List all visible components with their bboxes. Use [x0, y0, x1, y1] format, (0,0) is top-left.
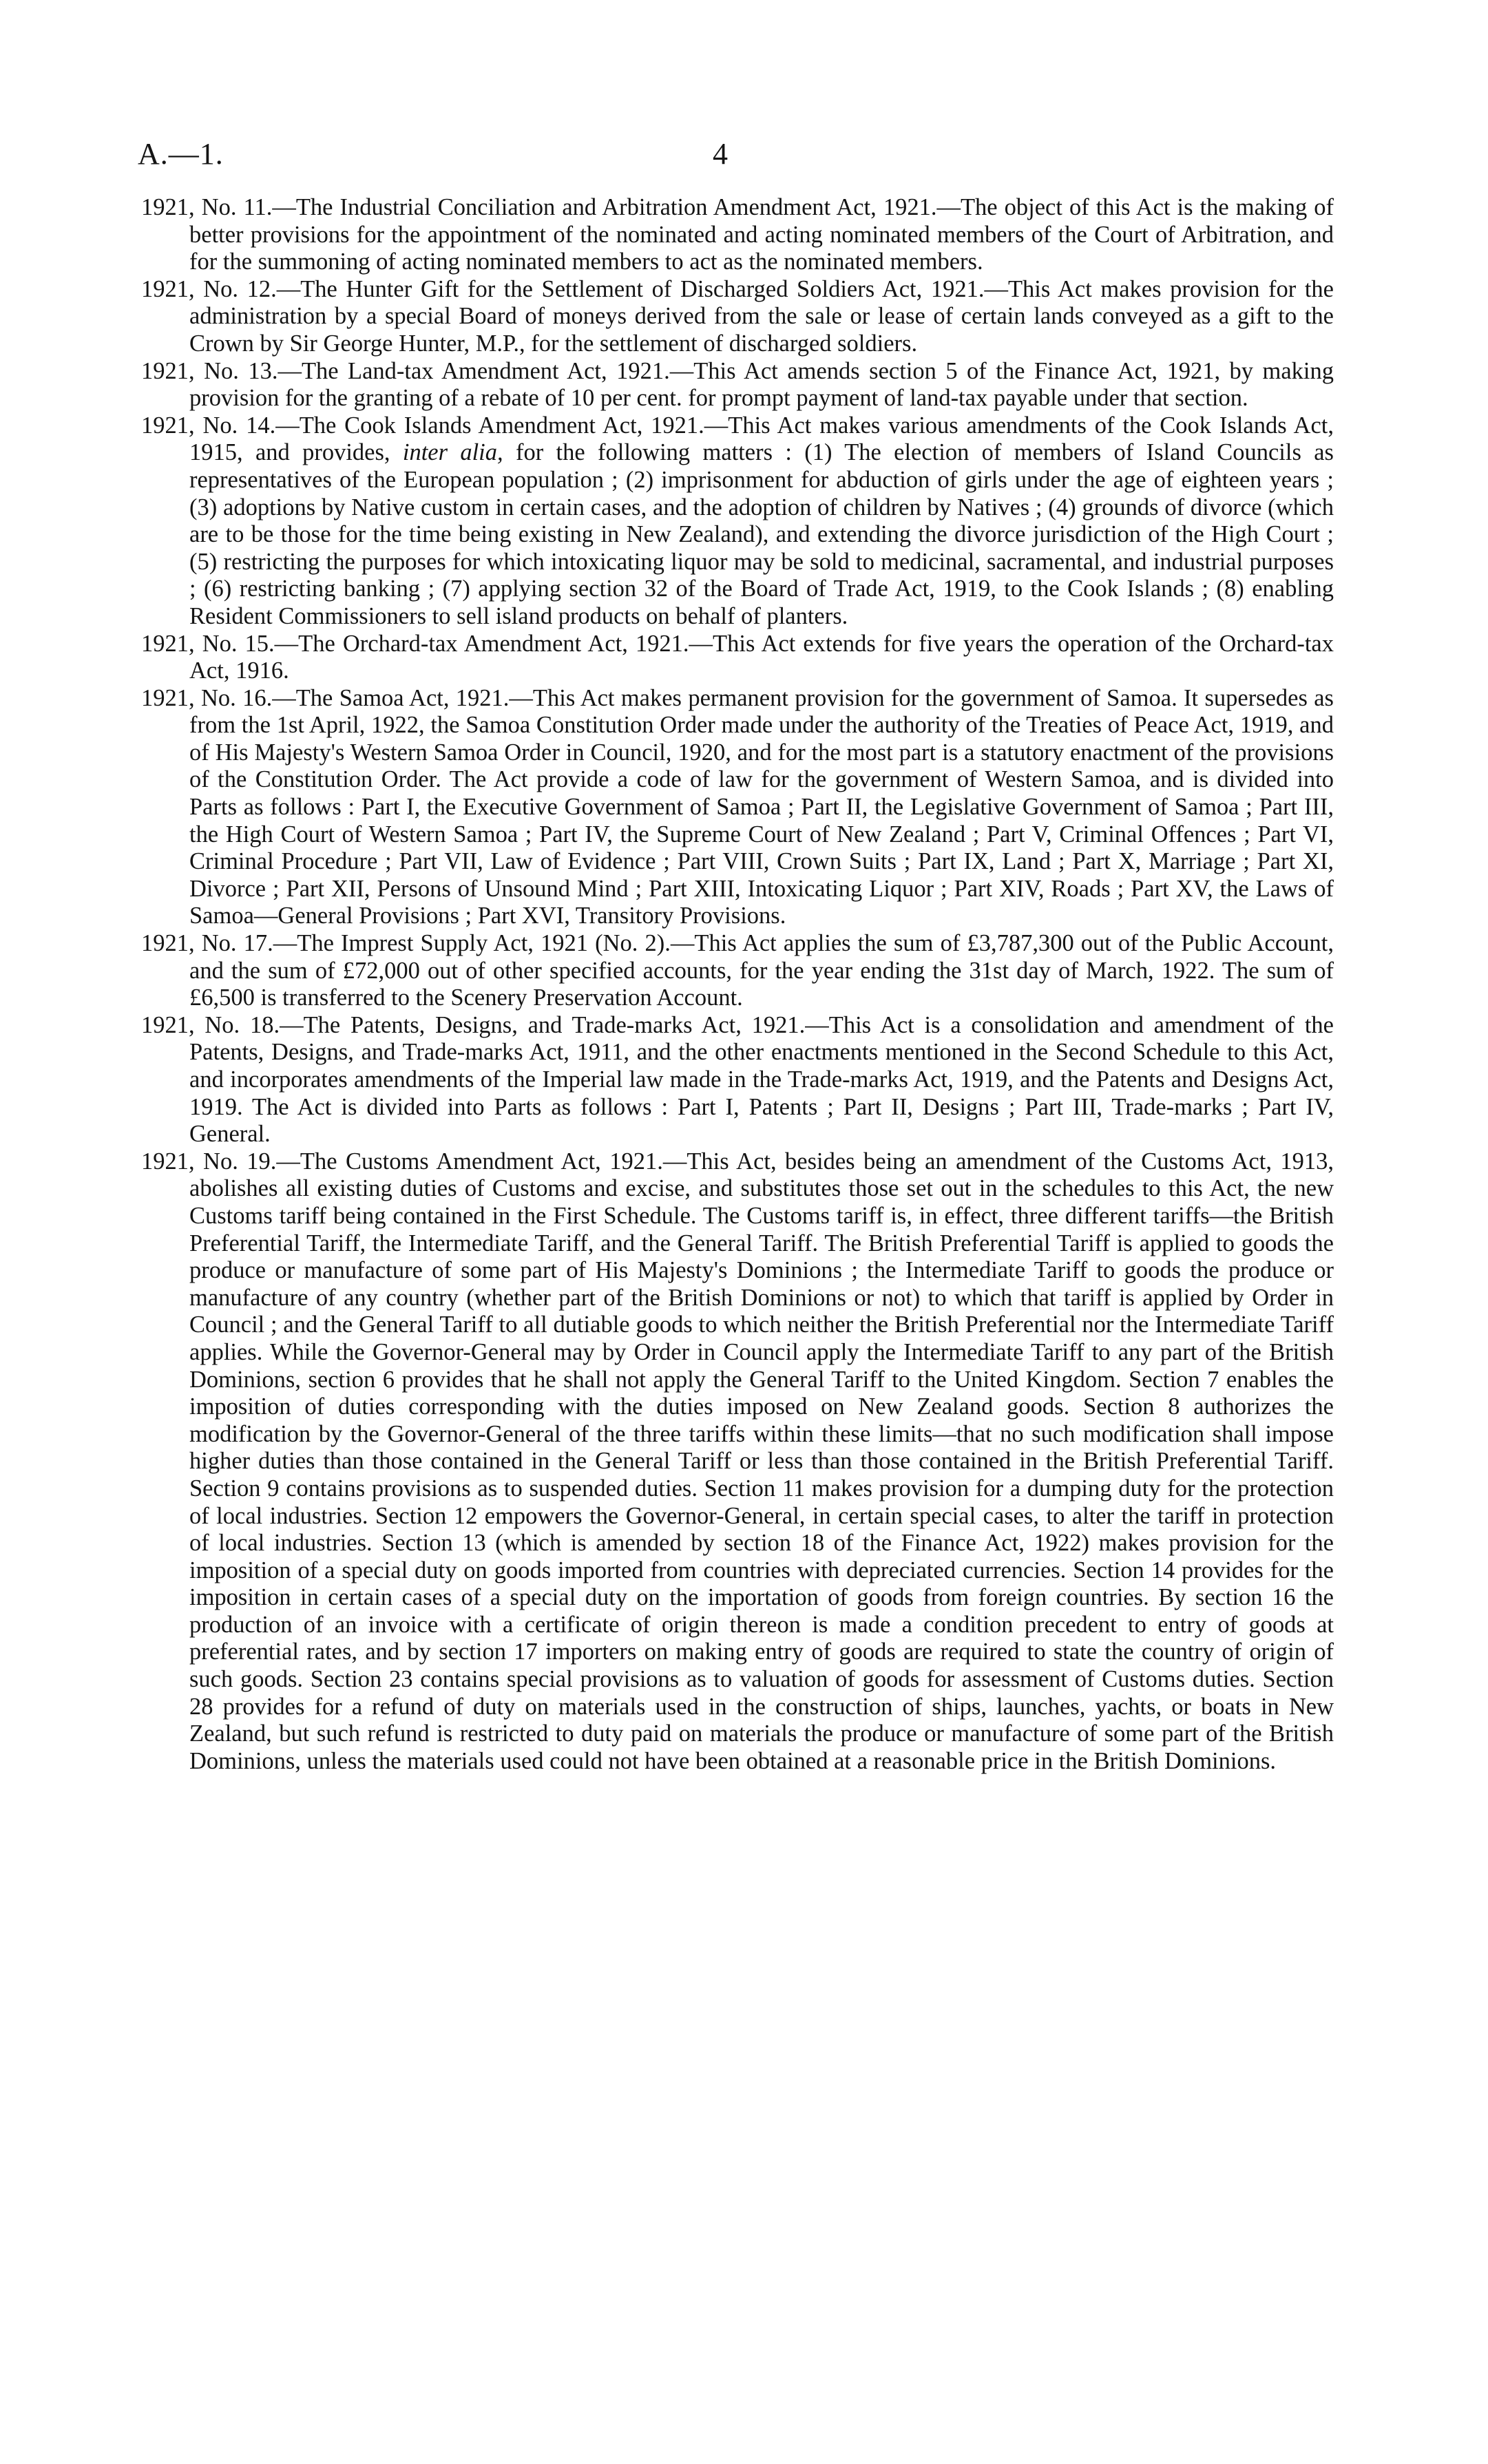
act-entry-no-14	[141, 412, 1334, 631]
entry-text-before-italic: 1921, No. 14.—The Cook Islands Amendment Act, 1921.—This Act makes various amendments of the Cook Islands Act, 1915, and provides,	[141, 412, 1334, 466]
page-header	[138, 136, 1363, 178]
act-entry-no-18: 1921, No. 18.—The Patents, Designs, and Trade-marks Act, 1921.—This Act is a consolidation and amendment of the Patents, Designs, and Trade-marks Act, 1911, and the other enactments mentioned in the Second Schedule to this Act, and incorporates amendments of the Imperial law made in the Trade-marks Act, 1919, and the Patents and Designs Act, 1919. The Act is divided into Parts as follows : Part I, Patents ; Part II, Designs ; Part III, Trade-marks ; Part IV, General.	[141, 1011, 1334, 1148]
entry-text-after-italic: for the following matters : (1) The election of members of Island Councils as representatives of the European population ; (2) imprisonment for abduction of girls under the age of eighteen years ; (3) adoptions by Native custom in certain cases, and the adoption of children by Natives ; (4) grounds of divorce (which are to be those for the time being existing in New Zealand), and extending the divorce jurisdiction of the High Court ; (5) restricting the purposes for which intoxicating liquor may be sold to medicinal, sacramental, and industrial purposes ; (6) restricting banking ; (7) applying section 32 of the Board of Trade Act, 1919, to the Cook Islands ; (8) enabling Resident Commissioners to sell island products on behalf of planters.	[189, 439, 1334, 629]
act-entry-no-12: 1921, No. 12.—The Hunter Gift for the Settlement of Discharged Soldiers Act, 1921.—This Act makes provision for the administration by a special Board of moneys derived from the sale or lease of certain lands conveyed as a gift to the Crown by Sir George Hunter, M.P., for the settlement of discharged soldiers.	[141, 275, 1334, 357]
act-entry-no-13: 1921, No. 13.—The Land-tax Amendment Act, 1921.—This Act amends section 5 of the Finance Act, 1921, by making provision for the granting of a rebate of 10 per cent. for prompt payment of land-tax payable under that section.	[141, 357, 1334, 412]
entry-italic-phrase: inter alia,	[402, 439, 503, 466]
act-summaries	[141, 194, 1334, 1775]
page-number: 4	[713, 137, 728, 171]
act-entry-no-17: 1921, No. 17.—The Imprest Supply Act, 1921 (No. 2).—This Act applies the sum of £3,787,300 out of the Public Account, and the sum of £72,000 out of other specified accounts, for the year ending the 31st day of March, 1922. The sum of £6,500 is transferred to the Scenery Preservation Account.	[141, 930, 1334, 1011]
act-entry-no-19: 1921, No. 19.—The Customs Amendment Act, 1921.—This Act, besides being an amendment of the Customs Act, 1913, abolishes all existing duties of Customs and excise, and substitutes those set out in the schedules to this Act, the new Customs tariff being contained in the First Schedule. The Customs tariff is, in effect, three different tariffs—the British Preferential Tariff, the Intermediate Tariff, and the General Tariff. The British Preferential Tariff is applied to goods the produce or manufacture of some part of His Majesty's Dominions ; the Intermediate Tariff to goods the produce or manufacture of any country (whether part of the British Dominions or not) to which that tariff is applied by Order in Council ; and the General Tariff to all dutiable goods to which neither the British Preferential nor the Intermediate Tariff applies. While the Governor-General may by Order in Council apply the Intermediate Tariff to any part of the British Dominions, section 6 provides that he shall not apply the General Tariff to the United Kingdom. Section 7 enables the imposition of duties corresponding with the duties imposed on New Zealand goods. Section 8 authorizes the modification by the Governor-General of the three tariffs within these limits—that no such modification shall impose higher duties than those contained in the General Tariff or less than those contained in the British Preferential Tariff. Section 9 contains provisions as to suspended duties. Section 11 makes provision for a dumping duty for the protection of local industries. Section 12 empowers the Governor-General, in certain special cases, to alter the tariff in protection of local industries. Section 13 (which is amended by section 18 of the Finance Act, 1922) makes provision for the imposition of a special duty on goods imported from countries with depreciated currencies. Section 14 provides for the imposition in certain cases of a special duty on the importation of goods from foreign countries. By section 16 the production of an invoice with a certificate of origin thereon is made a condition precedent to entry of goods at preferential rates, and by section 17 importers on making entry of goods are required to state the country of origin of such goods. Section 23 contains special provisions as to valuation of goods for assessment of Customs duties. Section 28 provides for a refund of duty on materials used in the construction of ships, launches, yachts, or boats in New Zealand, but such refund is restricted to duty paid on materials the produce or manufacture of some part of the British Dominions, unless the materials used could not have been obtained at a reasonable price in the British Dominions.	[141, 1148, 1334, 1774]
act-entry-no-11: 1921, No. 11.—The Industrial Conciliation and Arbitration Amendment Act, 1921.—The object of this Act is the making of better provisions for the appointment of the nominated and acting nominated members of the Court of Arbitration, and for the summoning of acting nominated members to act as the nominated members.	[141, 194, 1334, 275]
act-entry-no-15: 1921, No. 15.—The Orchard-tax Amendment Act, 1921.—This Act extends for five years the operation of the Orchard-tax Act, 1916.	[141, 630, 1334, 684]
act-entry-no-16: 1921, No. 16.—The Samoa Act, 1921.—This Act makes permanent provision for the government of Samoa. It supersedes as from the 1st April, 1922, the Samoa Constitution Order made under the authority of the Treaties of Peace Act, 1919, and of His Majesty's Western Samoa Order in Council, 1920, and for the most part is a statutory enactment of the provisions of the Constitution Order. The Act provide a code of law for the government of Western Samoa, and is divided into Parts as follows : Part I, the Executive Government of Samoa ; Part II, the Legislative Government of Samoa ; Part III, the High Court of Western Samoa ; Part IV, the Supreme Court of New Zealand ; Part V, Criminal Offences ; Part VI, Criminal Procedure ; Part VII, Law of Evidence ; Part VIII, Crown Suits ; Part IX, Land ; Part X, Marriage ; Part XI, Divorce ; Part XII, Persons of Unsound Mind ; Part XIII, Intoxicating Liquor ; Part XIV, Roads ; Part XV, the Laws of Samoa—General Provisions ; Part XVI, Transitory Provisions.	[141, 684, 1334, 929]
document-id: A.—1.	[138, 137, 224, 171]
